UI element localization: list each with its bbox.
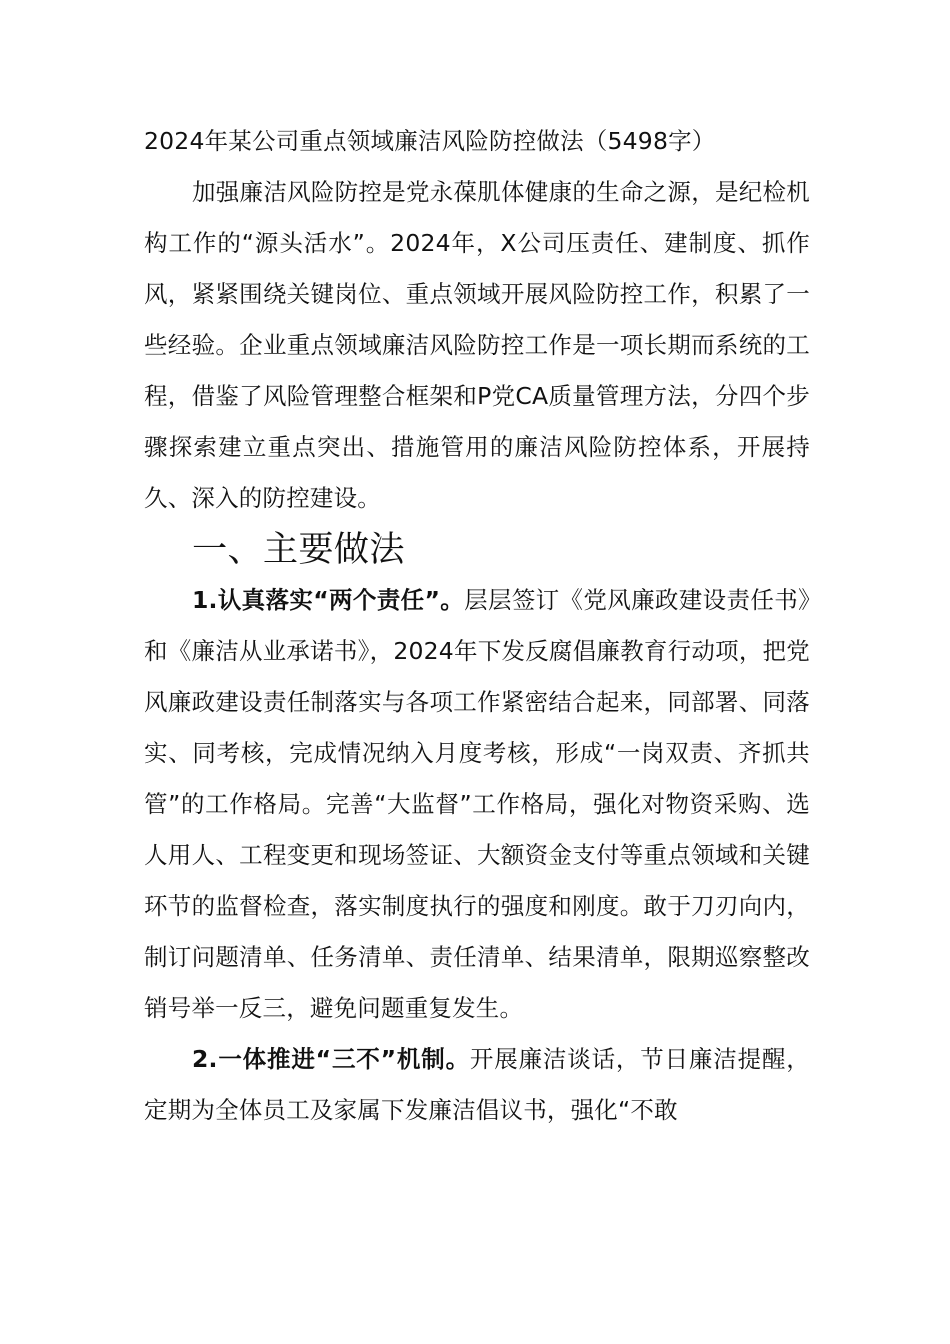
document-body bbox=[144, 116, 810, 1136]
document-title: 2024年某公司重点领域廉洁风险防控做法（5498字） bbox=[144, 127, 716, 155]
item-lead: 1.认真落实“两个责任”。 bbox=[192, 586, 465, 614]
intro-paragraph: 加强廉洁风险防控是党永葆肌体健康的生命之源，是纪检机构工作的“源头活水”。2024年，X公司压责任、建制度、抓作风，紧紧围绕关键岗位、重点领域开展风险防控工作，积累了一些经验。企业重点领域廉洁风险防控工作是一项长期而系统的工程，借鉴了风险管理整合框架和P党CA质量管理方法，分四个步骤探索建立重点突出、措施管用的廉洁风险防控体系，开展持久、深入的防控建设。 bbox=[144, 178, 810, 512]
section-heading: 一、主要做法 bbox=[192, 529, 405, 570]
item-paragraph bbox=[144, 575, 810, 1034]
item-paragraph bbox=[144, 1034, 810, 1136]
item-body: 开展廉洁谈话，节日廉洁提醒，定期为全体员工及家属下发廉洁倡议书，强化“不敢 bbox=[144, 1045, 810, 1124]
item-lead: 2.一体推进“三不”机制。 bbox=[192, 1045, 470, 1073]
item-body: 层层签订《党风廉政建设责任书》和《廉洁从业承诺书》，2024年下发反腐倡廉教育行动项，把党风廉政建设责任制落实与各项工作紧密结合起来，同部署、同落实、同考核，完成情况纳入月度考核，形成“一岗双责、齐抓共管”的工作格局。完善“大监督”工作格局，强化对物资采购、选人用人、工程变更和现场签证、大额资金支付等重点领域和关键环节的监督检查，落实制度执行的强度和刚度。敢于刀刃向内，制订问题清单、任务清单、责任清单、结果清单，限期巡察整改销号举一反三，避免问题重复发生。 bbox=[144, 586, 810, 1022]
